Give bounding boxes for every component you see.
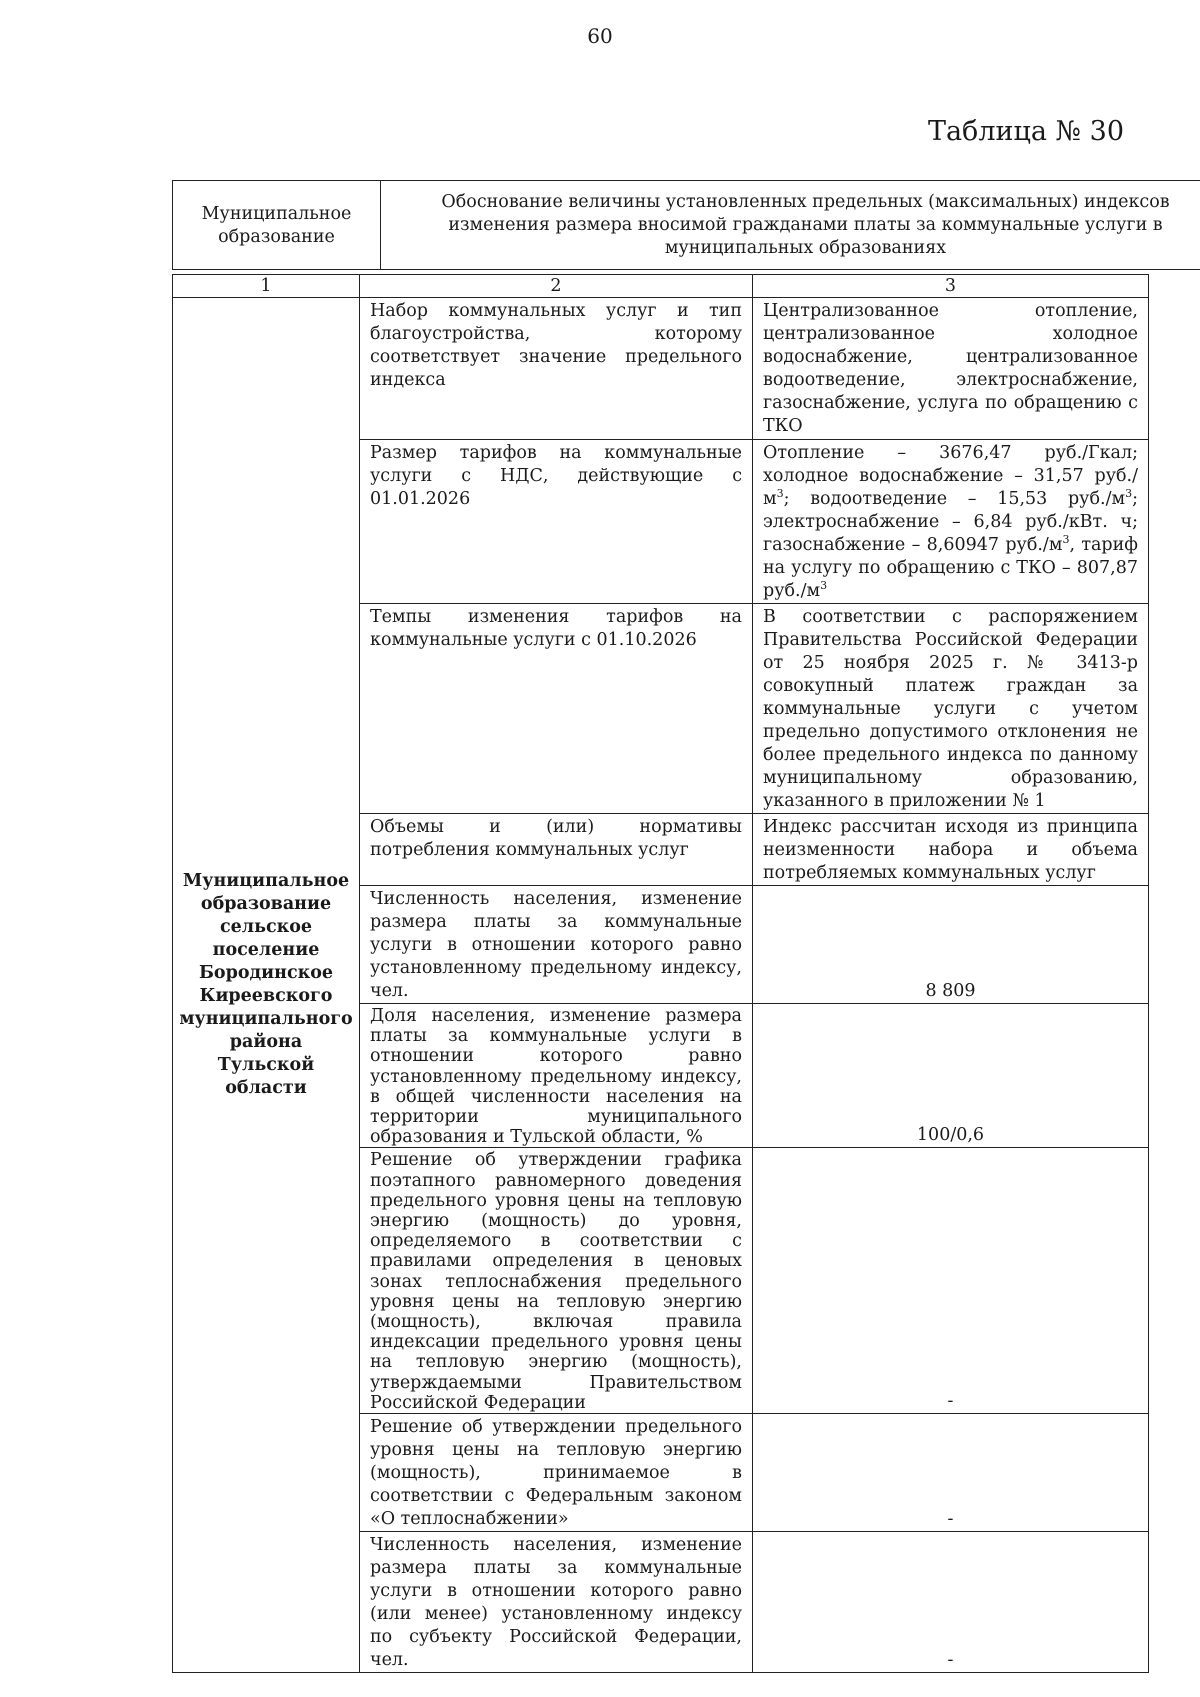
tariff-text-2: ; водоотведение – 15,53 руб./м — [783, 489, 1126, 509]
column-number: 1 — [173, 275, 360, 298]
tariff-text-4: , тариф на услугу по обращению с ТКО – 807,87 руб./м — [763, 535, 1138, 601]
row-label: Решение об утверждении графика поэтапного равномерного доведения предельного уровня цены на тепловую энергию (мощность) до уровня, определяемого в соответствии с правилами определения в ценовых зонах теплоснабжения предельного уровня цены на тепловую энергию (мощность), включая правила индексации предельного уровня цены на тепловую энергию (мощность), утверждаемыми Правительством Российской Федерации — [360, 1148, 753, 1414]
superscript: 3 — [820, 579, 828, 593]
row-value: - — [753, 1148, 1149, 1414]
header-table — [172, 180, 1200, 270]
header-municipality: Муниципальное образование — [173, 181, 381, 270]
superscript: 3 — [1125, 487, 1133, 501]
header-justification: Обоснование величины установленных предельных (максимальных) индексов изменения размера вносимой гражданами платы за коммунальные услуги в муниципальных образованиях — [381, 181, 1200, 270]
column-number: 2 — [360, 275, 753, 298]
row-value — [753, 440, 1149, 604]
row-value: - — [753, 1532, 1149, 1673]
row-label: Численность населения, изменение размера платы за коммунальные услуги в отношении которого равно установленному предельному индексу, чел. — [360, 886, 753, 1004]
superscript: 3 — [1062, 533, 1070, 547]
table-caption: Таблица № 30 — [927, 116, 1124, 147]
row-label: Размер тарифов на коммунальные услуги с НДС, действующие с 01.01.2026 — [360, 440, 753, 604]
row-label: Набор коммунальных услуг и тип благоустройства, которому соответствует значение предельного индекса — [360, 298, 753, 440]
main-table — [172, 274, 1149, 1673]
row-value: - — [753, 1414, 1149, 1532]
row-value: Централизованное отопление, централизованное холодное водоснабжение, централизованное водоотведение, электроснабжение, газоснабжение, услуга по обращению с ТКО — [753, 298, 1149, 440]
column-number-row — [173, 275, 1149, 298]
row-label: Объемы и (или) нормативы потребления коммунальных услуг — [360, 814, 753, 886]
tariff-text-3: ; электроснабжение – 6,84 руб./кВт. ч; газоснабжение – 8,60947 руб./м — [763, 489, 1138, 555]
superscript: 3 — [776, 487, 784, 501]
page-number: 60 — [587, 24, 613, 48]
row-label: Численность населения, изменение размера платы за коммунальные услуги в отношении которого равно (или менее) установленному индексу по субъекту Российской Федерации, чел. — [360, 1532, 753, 1673]
row-value: 8 809 — [753, 886, 1149, 1004]
row-label: Темпы изменения тарифов на коммунальные услуги с 01.10.2026 — [360, 604, 753, 814]
row-label: Решение об утверждении предельного уровня цены на тепловую энергию (мощность), принимаемое в соответствии с Федеральным законом «О теплоснабжении» — [360, 1414, 753, 1532]
tariff-text-1: Отопление – 3676,47 руб./Гкал; холодное водоснабжение – 31,57 руб./м — [763, 443, 1138, 509]
row-value: Индекс рассчитан исходя из принципа неизменности набора и объема потребляемых коммунальных услуг — [753, 814, 1149, 886]
row-value: В соответствии с распоряжением Правительства Российской Федерации от 25 ноября 2025 г. № 3413-р совокупный платеж граждан за коммунальные услуги с учетом предельно допустимого отклонения не более предельного индекса по данному муниципальному образованию, указанного в приложении № 1 — [753, 604, 1149, 814]
municipality-name: Муниципальное образование сельское поселение Бородинское Киреевского муниципального района Тульской области — [173, 298, 360, 1673]
row-label: Доля населения, изменение размера платы за коммунальные услуги в отношении которого равно установленному предельному индексу, в общей численности населения на территории муниципального образования и Тульской области, % — [360, 1004, 753, 1148]
column-number: 3 — [753, 275, 1149, 298]
table-row — [173, 298, 1149, 440]
row-value: 100/0,6 — [753, 1004, 1149, 1148]
